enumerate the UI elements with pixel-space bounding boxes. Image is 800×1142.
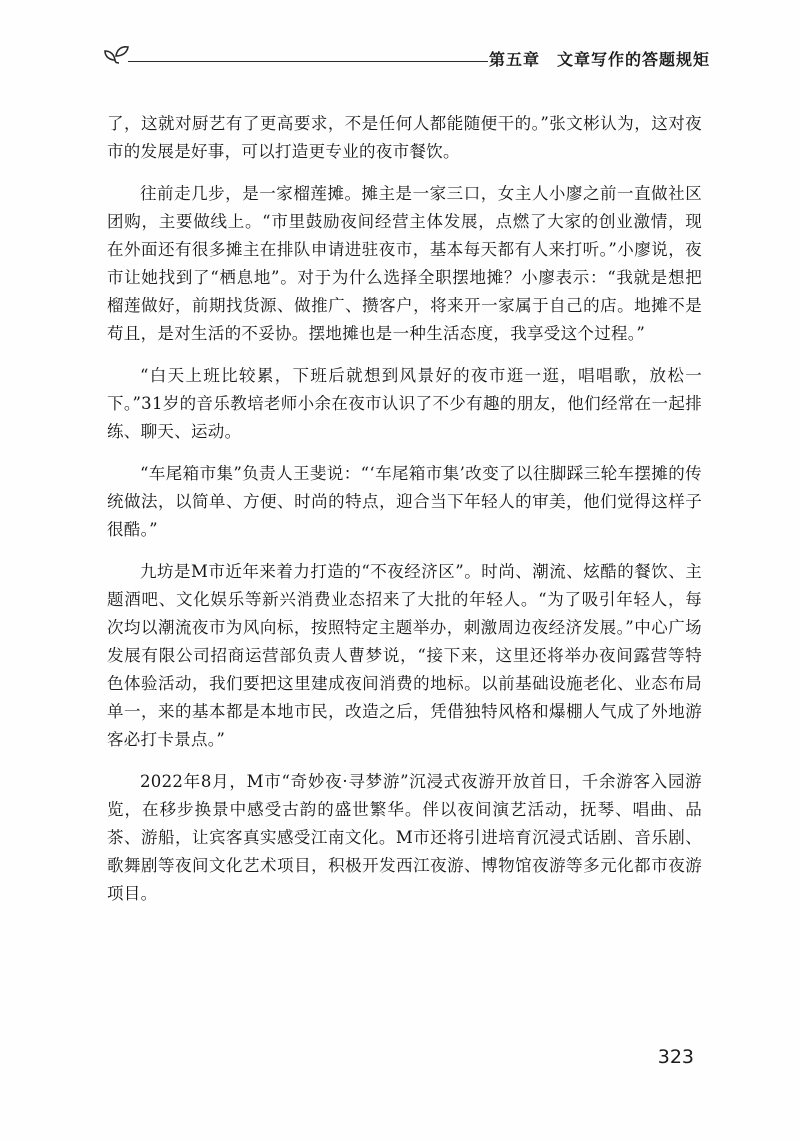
paragraph: 九坊是M市近年来着力打造的“不夜经济区”。时尚、潮流、炫酷的餐饮、主题酒吧、文化娱乐等新兴消费业态招来了大批的年轻人。“为了吸引年轻人，每次均以潮流夜市为风向标，按照特定主题举办，刺激周边夜经济发展。”中心广场发展有限公司招商运营部负责人曹梦说，“接下来，这里还将举办夜间露营等特色体验活动，我们要把这里建成夜间消费的地标。以前基础设施老化、业态布局单一，来的基本都是本地市民，改造之后，凭借独特风格和爆棚人气成了外地游客必打卡景点。”	[107, 562, 702, 749]
header-rule	[128, 61, 488, 62]
paragraph: “白天上班比较累，下班后就想到风景好的夜市逛一逛，唱唱歌，放松一下。”31岁的音乐教培老师小余在夜市认识了不少有趣的朋友，他们经常在一起排练、聊天、运动。	[107, 366, 702, 441]
paragraph: 往前走几步，是一家榴莲摊。摊主是一家三口，女主人小廖之前一直做社区团购，主要做线上。“市里鼓励夜间经营主体发展，点燃了大家的创业激情，现在外面还有很多摊主在排队申请进驻夜市，基本每天都有人来打听。”小廖说，夜市让她找到了“栖息地”。对于为什么选择全职摆地摊？小廖表示：“我就是想把榴莲做好，前期找货源、做推广、攒客户，将来开一家属于自己的店。地摊不是苟且，是对生活的不妥协。摆地摊也是一种生活态度，我享受这个过程。”	[107, 184, 702, 343]
paragraph: 2022年8月，M市“奇妙夜·寻梦游”沉浸式夜游开放首日，千余游客入园游览，在移步换景中感受古韵的盛世繁华。伴以夜间演艺活动，抚琴、唱曲、品茶、游船，让宾客真实感受江南文化。M市还将引进培育沉浸式话剧、音乐剧、歌舞剧等夜间文化艺术项目，积极开发西江夜游、博物馆夜游等多元化都市夜游项目。	[107, 772, 702, 903]
chapter-title: 第五章 文章写作的答题规矩	[488, 50, 710, 69]
page-number: 323	[657, 1046, 694, 1068]
body-text	[107, 110, 702, 922]
running-header	[102, 38, 710, 70]
paragraph: 了，这就对厨艺有了更高要求，不是任何人都能随便干的。”张文彬认为，这对夜市的发展是好事，可以打造更专业的夜市餐饮。	[107, 114, 702, 161]
sprout-icon	[102, 38, 132, 68]
paragraph: “车尾箱市集”负责人王斐说：“‘车尾箱市集’改变了以往脚踩三轮车摆摊的传统做法，以简单、方便、时尚的特点，迎合当下年轻人的审美，他们觉得这样子很酷。”	[107, 464, 702, 539]
